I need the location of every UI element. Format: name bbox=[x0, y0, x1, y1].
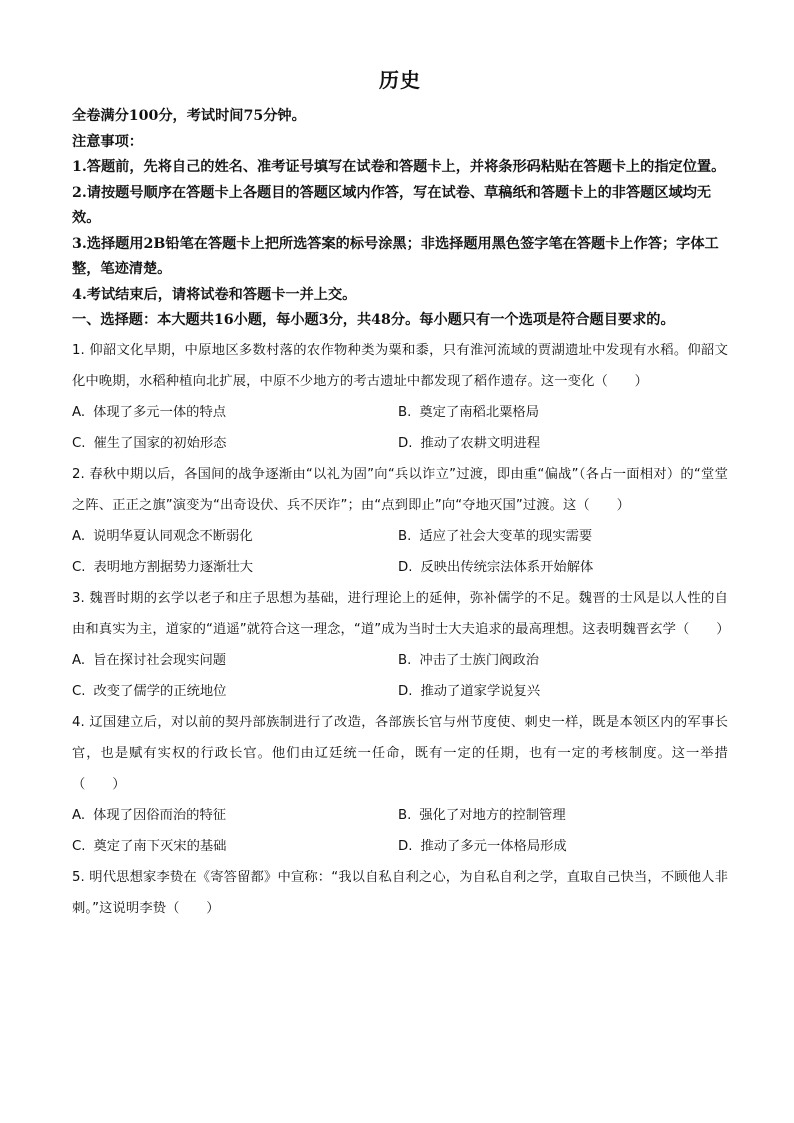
option-label: B. bbox=[398, 652, 412, 668]
note-item: 1.答题前，先将自己的姓名、准考证号填写在试卷和答题卡上，并将条形码粘贴在答题卡上的指定位置。 bbox=[72, 159, 726, 175]
option-text: 说明华夏认同观念不断弱化 bbox=[93, 528, 253, 544]
option-text: 冲击了士族门阀政治 bbox=[419, 652, 540, 668]
score-time-line: 全卷满分100分，考试时间75分钟。 bbox=[72, 108, 306, 124]
option-text: 奠定了南稻北粟格局 bbox=[419, 404, 540, 420]
option-a bbox=[72, 800, 398, 831]
option-label: A. bbox=[72, 807, 86, 823]
note-item: 3.选择题用2B铅笔在答题卡上把所选答案的标号涂黑；非选择题用黑色签字笔在答题卡上作答；字体工整，笔迹清楚。 bbox=[72, 235, 719, 277]
question-stem: 4. 辽国建立后，对以前的契丹部族制进行了改造，各部族长官与州节度使、刺史一样，既是本领区内的军事长官，也是赋有实权的行政长官。他们由辽廷统一任命，既有一定的任期，也有一定的考核制度。这一举措（ ） bbox=[72, 714, 728, 792]
option-label: C. bbox=[72, 435, 86, 451]
option-label: A. bbox=[72, 652, 86, 668]
option-label: B. bbox=[398, 807, 412, 823]
option-d bbox=[398, 552, 728, 583]
option-label: D. bbox=[398, 683, 413, 699]
option-c bbox=[72, 676, 398, 707]
section-heading: 一、选择题：本大题共16小题，每小题3分，共48分。每小题只有一个选项是符合题目要求的。 bbox=[72, 312, 675, 328]
question-2 bbox=[72, 459, 728, 583]
option-label: D. bbox=[398, 559, 413, 575]
option-text: 反映出传统宗法体系开始解体 bbox=[420, 559, 594, 575]
option-d bbox=[398, 831, 728, 862]
option-label: C. bbox=[72, 683, 86, 699]
option-text: 旨在探讨社会现实问题 bbox=[93, 652, 227, 668]
option-b bbox=[398, 521, 728, 552]
question-5 bbox=[72, 862, 728, 924]
question-options bbox=[72, 800, 728, 862]
option-a bbox=[72, 645, 398, 676]
question-options bbox=[72, 521, 728, 583]
option-label: B. bbox=[398, 528, 412, 544]
question-stem: 1. 仰韶文化早期，中原地区多数村落的农作物种类为粟和黍，只有淮河流域的贾湖遗址中发现有水稻。仰韶文化中晚期，水稻种植向北扩展，中原不少地方的考古遗址中都发现了稻作遗存。这一变化（ ） bbox=[72, 342, 728, 389]
option-d bbox=[398, 428, 728, 459]
option-label: C. bbox=[72, 838, 86, 854]
question-options bbox=[72, 397, 728, 459]
option-text: 体现了因俗而治的特征 bbox=[93, 807, 227, 823]
option-c bbox=[72, 831, 398, 862]
option-label: A. bbox=[72, 404, 86, 420]
option-b bbox=[398, 397, 728, 428]
option-text: 推动了多元一体格局形成 bbox=[420, 838, 567, 854]
question-4 bbox=[72, 707, 728, 862]
question-3 bbox=[72, 583, 728, 707]
option-c bbox=[72, 552, 398, 583]
option-text: 强化了对地方的控制管理 bbox=[419, 807, 566, 823]
option-label: A. bbox=[72, 528, 86, 544]
question-stem: 3. 魏晋时期的玄学以老子和庄子思想为基础，进行理论上的延伸，弥补儒学的不足。魏晋的士风是以人性的自由和真实为主，道家的“逍遥”就符合这一理念，“道”成为当时士大夫追求的最高理想。这表明魏晋玄学（ ） bbox=[72, 590, 730, 637]
option-label: C. bbox=[72, 559, 86, 575]
exam-page bbox=[72, 66, 728, 924]
option-b bbox=[398, 645, 728, 676]
option-text: 体现了多元一体的特点 bbox=[93, 404, 227, 420]
option-a bbox=[72, 521, 398, 552]
option-text: 推动了道家学说复兴 bbox=[420, 683, 541, 699]
option-c bbox=[72, 428, 398, 459]
notes-heading: 注意事项： bbox=[72, 133, 143, 150]
question-options bbox=[72, 645, 728, 707]
option-label: D. bbox=[398, 435, 413, 451]
option-label: B. bbox=[398, 404, 412, 420]
option-b bbox=[398, 800, 728, 831]
option-text: 适应了社会大变革的现实需要 bbox=[419, 528, 593, 544]
page-title: 历史 bbox=[379, 68, 421, 92]
note-item: 2.请按题号顺序在答题卡上各题目的答题区域内作答，写在试卷、草稿纸和答题卡上的非答题区域均无效。 bbox=[72, 184, 712, 226]
option-text: 奠定了南下灭宋的基础 bbox=[93, 838, 227, 854]
option-text: 改变了儒学的正统地位 bbox=[93, 683, 227, 699]
note-item: 4.考试结束后，请将试卷和答题卡一并上交。 bbox=[72, 286, 357, 303]
option-label: D. bbox=[398, 838, 413, 854]
option-text: 催生了国家的初始形态 bbox=[93, 435, 227, 451]
option-text: 表明地方割据势力逐渐壮大 bbox=[93, 559, 254, 575]
option-text: 推动了农耕文明进程 bbox=[420, 435, 541, 451]
option-d bbox=[398, 676, 728, 707]
question-stem: 2. 春秋中期以后，各国间的战争逐渐由“以礼为固”向“兵以诈立”过渡，即由重“偏战”（各占一面相对）的“堂堂之阵、正正之旗”演变为“出奇设伏、兵不厌诈”；由“点到即止”向“夺地灭国”过渡。这（ ） bbox=[72, 466, 728, 513]
option-a bbox=[72, 397, 398, 428]
question-1 bbox=[72, 335, 728, 459]
question-stem: 5. 明代思想家李贽在《寄答留都》中宣称：“我以自私自利之心，为自私自利之学，直取自己快当，不顾他人非刺。”这说明李贽（ ） bbox=[72, 869, 728, 916]
